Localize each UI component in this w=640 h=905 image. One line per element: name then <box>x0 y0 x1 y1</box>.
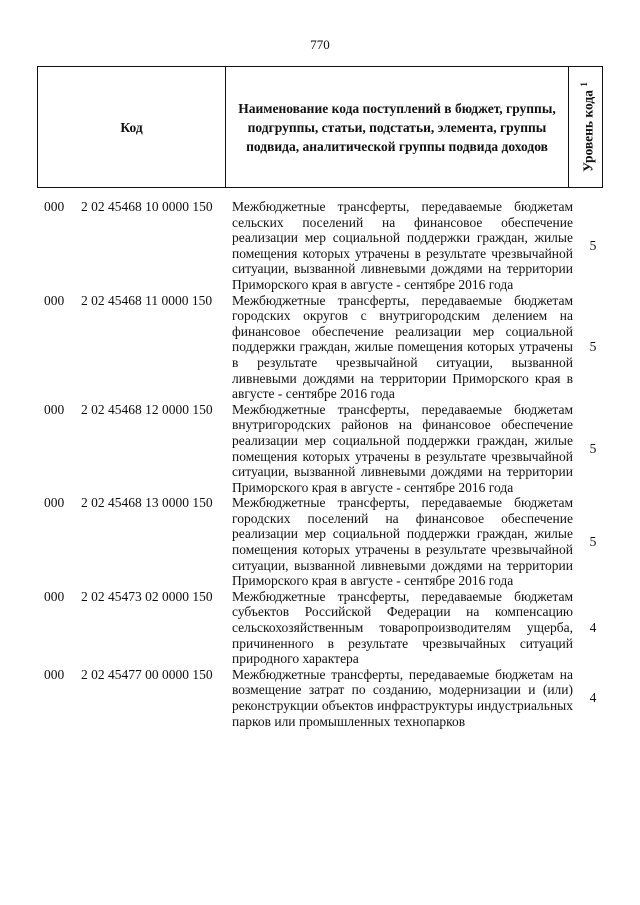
admin-code: 000 <box>44 495 65 511</box>
revenue-description: Межбюджетные трансферты, передаваемые бюджетам сельских поселений на финансовое обеспечение реализации мер социальной поддержки граждан, жилые помещения которых утрачены в результате чрезвычайной ситуации, вызванной ливневыми дождями на территории Приморского края в августе - сентябре 2016 года <box>232 199 573 292</box>
revenue-description: Межбюджетные трансферты, передаваемые бюджетам субъектов Российской Федерации на компенсацию сельскохозяйственным товаропроизводителям ущерба, причиненного в результате чрезвычайных ситуаций природного характера <box>232 588 573 667</box>
admin-code: 000 <box>44 401 65 417</box>
table-row <box>0 402 640 496</box>
admin-code: 000 <box>44 292 65 308</box>
revenue-code: 2 02 45477 00 0000 150 <box>81 666 213 682</box>
admin-code: 000 <box>44 666 65 682</box>
header-level-label: Уровень кода <box>579 90 595 172</box>
revenue-description: Межбюджетные трансферты, передаваемые бюджетам городских округов с внутригородским делением на финансовое обеспечение реализации мер социальной поддержки граждан, жилые помещения которых утрачены в результате чрезвычайной ситуации, вызванной ливневыми дождями на территории Приморского края в августе - сентябре 2016 года <box>232 292 573 402</box>
admin-code: 000 <box>44 199 65 214</box>
table-row <box>0 293 640 402</box>
header-name-label: Наименование кода поступлений в бюджет, группы, подгруппы, статьи, подстатьи, элемента, группы подвида, аналитической группы подвида доходов <box>238 100 556 154</box>
code-level: 4 <box>589 690 597 706</box>
table-row <box>0 667 640 729</box>
revenue-code: 2 02 45473 02 0000 150 <box>81 588 213 604</box>
revenue-description: Межбюджетные трансферты, передаваемые бюджетам внутригородских районов на финансовое обеспечение реализации мер социальной поддержки граждан, жилые помещения которых утрачены в результате чрезвычайной ситуации, вызванной ливневыми дождями на территории Приморского края в августе - сентябре 2016 года <box>232 401 573 495</box>
table-row <box>0 589 640 667</box>
code-level: 4 <box>589 620 597 636</box>
table-body <box>0 199 640 729</box>
table-row <box>0 199 640 293</box>
header-level-cell <box>569 67 602 187</box>
revenue-description: Межбюджетные трансферты, передаваемые бюджетам на возмещение затрат по созданию, модернизации и (или) реконструкции объектов инфраструктуры индустриальных парков или промышленных технопарков <box>232 666 573 729</box>
admin-code: 000 <box>44 588 65 604</box>
header-level-footnote: 1 <box>578 82 589 87</box>
header-code-cell <box>38 67 226 187</box>
header-name-cell <box>226 67 569 187</box>
table-header <box>37 66 603 188</box>
revenue-code: 2 02 45468 10 0000 150 <box>81 199 213 214</box>
header-level-text <box>574 82 597 172</box>
revenue-code: 2 02 45468 13 0000 150 <box>81 495 213 511</box>
code-level: 5 <box>589 237 597 253</box>
code-level: 5 <box>589 339 597 355</box>
revenue-code: 2 02 45468 11 0000 150 <box>81 292 213 308</box>
revenue-code: 2 02 45468 12 0000 150 <box>81 401 213 417</box>
revenue-description: Межбюджетные трансферты, передаваемые бюджетам городских поселений на финансовое обеспечение реализации мер социальной поддержки граждан, жилые помещения которых утрачены в результате чрезвычайной ситуации, вызванной ливневыми дождями на территории Приморского края в августе - сентябре 2016 года <box>232 495 573 589</box>
table-row <box>0 495 640 589</box>
code-level: 5 <box>589 534 597 550</box>
page-number: 770 <box>310 37 330 52</box>
code-level: 5 <box>589 440 597 456</box>
header-code-label: Код <box>120 119 143 135</box>
